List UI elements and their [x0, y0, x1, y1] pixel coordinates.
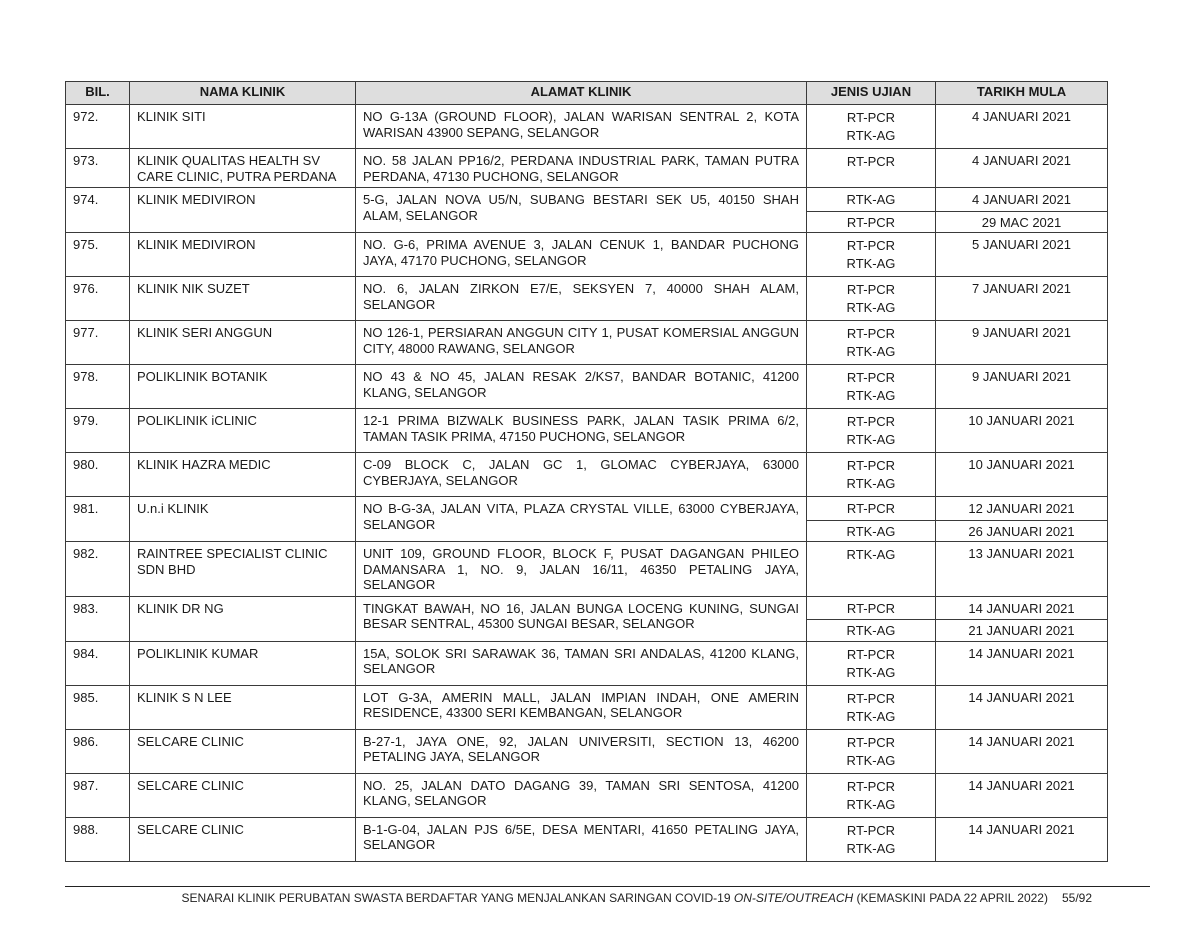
row-jenis-ujian	[807, 321, 936, 365]
footer-text-suffix: (KEMASKINI PADA 22 APRIL 2022)	[853, 891, 1048, 905]
row-bil: 983.	[66, 596, 130, 641]
test-type: RT-PCR	[846, 690, 896, 706]
test-type: RTK-AG	[846, 664, 896, 680]
footer-divider	[65, 886, 1150, 887]
test-type: RT-PCR	[846, 326, 896, 341]
row-nama-klinik: POLIKLINIK BOTANIK	[130, 365, 356, 409]
test-type: RTK-AG	[846, 256, 896, 271]
row-nama-klinik: KLINIK HAZRA MEDIC	[130, 453, 356, 497]
row-alamat-klinik: NO. G-6, PRIMA AVENUE 3, JALAN CENUK 1, BANDAR PUCHONG JAYA, 47170 PUCHONG, SELANGOR	[356, 233, 807, 277]
row-alamat-klinik: NO 43 & NO 45, JALAN RESAK 2/KS7, BANDAR BOTANIC, 41200 KLANG, SELANGOR	[356, 365, 807, 409]
row-jenis-ujian	[807, 277, 936, 321]
row-jenis-ujian	[807, 685, 936, 729]
row-bil: 974.	[66, 188, 130, 233]
row-jenis-ujian: RT-PCR	[807, 497, 936, 521]
row-alamat-klinik: NO 126-1, PERSIARAN ANGGUN CITY 1, PUSAT KOMERSIAL ANGGUN CITY, 48000 RAWANG, SELANGOR	[356, 321, 807, 365]
row-tarikh-mula: 14 JANUARI 2021	[936, 596, 1108, 620]
clinic-table	[65, 81, 1108, 862]
row-bil: 985.	[66, 685, 130, 729]
test-type: RTK-AG	[846, 388, 896, 403]
row-tarikh-mula: 13 JANUARI 2021	[936, 542, 1108, 597]
row-alamat-klinik: NO. 6, JALAN ZIRKON E7/E, SEKSYEN 7, 40000 SHAH ALAM, SELANGOR	[356, 277, 807, 321]
row-alamat-klinik: UNIT 109, GROUND FLOOR, BLOCK F, PUSAT DAGANGAN PHILEO DAMANSARA 1, NO. 9, JALAN 16/11, 46350 PETALING JAYA, SELANGOR	[356, 542, 807, 597]
table-header-row	[66, 82, 1108, 105]
row-jenis-ujian: RTK-AG	[807, 520, 936, 542]
test-type: RT-PCR	[846, 646, 896, 662]
test-type: RT-PCR	[846, 282, 896, 297]
table-row	[66, 497, 1108, 521]
row-alamat-klinik: LOT G-3A, AMERIN MALL, JALAN IMPIAN INDAH, ONE AMERIN RESIDENCE, 43300 SERI KEMBANGAN, SELANGOR	[356, 685, 807, 729]
footer-text-prefix: SENARAI KLINIK PERUBATAN SWASTA BERDAFTAR YANG MENJALANKAN SARINGAN COVID-19	[181, 891, 734, 905]
row-tarikh-mula: 5 JANUARI 2021	[936, 233, 1108, 277]
test-type: RT-PCR	[846, 370, 896, 385]
footer-text-italic: ON-SITE/OUTREACH	[733, 891, 854, 905]
row-nama-klinik: KLINIK S N LEE	[130, 685, 356, 729]
row-nama-klinik: KLINIK MEDIVIRON	[130, 233, 356, 277]
row-bil: 982.	[66, 542, 130, 597]
row-bil: 981.	[66, 497, 130, 542]
row-nama-klinik: U.n.i KLINIK	[130, 497, 356, 542]
test-type: RT-PCR	[846, 458, 896, 473]
test-type: RTK-AG	[846, 300, 896, 315]
table-row	[66, 453, 1108, 497]
row-jenis-ujian	[807, 773, 936, 817]
row-nama-klinik: KLINIK NIK SUZET	[130, 277, 356, 321]
test-type: RT-PCR	[846, 778, 896, 794]
row-nama-klinik: KLINIK SERI ANGGUN	[130, 321, 356, 365]
test-type: RTK-AG	[846, 344, 896, 359]
page-number: 55/92	[1061, 891, 1092, 905]
table-row	[66, 596, 1108, 620]
row-bil: 987.	[66, 773, 130, 817]
row-nama-klinik: RAINTREE SPECIALIST CLINIC SDN BHD	[130, 542, 356, 597]
header-jenis-ujian: JENIS UJIAN	[807, 82, 936, 105]
row-alamat-klinik: NO G-13A (GROUND FLOOR), JALAN WARISAN SENTRAL 2, KOTA WARISAN 43900 SEPANG, SELANGOR	[356, 105, 807, 149]
row-jenis-ujian: RTK-AG	[807, 620, 936, 642]
test-type: RTK-AG	[846, 840, 896, 856]
row-bil: 973.	[66, 149, 130, 188]
test-type: RTK-AG	[846, 432, 896, 447]
row-bil: 988.	[66, 817, 130, 861]
row-tarikh-mula: 29 MAC 2021	[936, 211, 1108, 233]
test-type: RT-PCR	[846, 238, 896, 253]
row-nama-klinik: SELCARE CLINIC	[130, 817, 356, 861]
row-nama-klinik: KLINIK MEDIVIRON	[130, 188, 356, 233]
row-alamat-klinik: C-09 BLOCK C, JALAN GC 1, GLOMAC CYBERJAYA, 63000 CYBERJAYA, SELANGOR	[356, 453, 807, 497]
table-row	[66, 233, 1108, 277]
row-tarikh-mula: 14 JANUARI 2021	[936, 685, 1108, 729]
row-alamat-klinik: TINGKAT BAWAH, NO 16, JALAN BUNGA LOCENG KUNING, SUNGAI BESAR SENTRAL, 45300 SUNGAI BESAR, SELANGOR	[356, 596, 807, 641]
row-tarikh-mula: 9 JANUARI 2021	[936, 365, 1108, 409]
header-alamat-klinik: ALAMAT KLINIK	[356, 82, 807, 105]
row-jenis-ujian	[807, 542, 936, 597]
row-bil: 975.	[66, 233, 130, 277]
table-row	[66, 817, 1108, 861]
row-jenis-ujian	[807, 641, 936, 685]
row-jenis-ujian	[807, 729, 936, 773]
row-alamat-klinik: NO. 25, JALAN DATO DAGANG 39, TAMAN SRI SENTOSA, 41200 KLANG, SELANGOR	[356, 773, 807, 817]
row-jenis-ujian	[807, 453, 936, 497]
test-type: RT-PCR	[846, 154, 896, 169]
row-bil: 979.	[66, 409, 130, 453]
row-tarikh-mula: 21 JANUARI 2021	[936, 620, 1108, 642]
row-alamat-klinik: NO. 58 JALAN PP16/2, PERDANA INDUSTRIAL PARK, TAMAN PUTRA PERDANA, 47130 PUCHONG, SELANGOR	[356, 149, 807, 188]
table-row	[66, 729, 1108, 773]
row-bil: 977.	[66, 321, 130, 365]
row-alamat-klinik: B-27-1, JAYA ONE, 92, JALAN UNIVERSITI, SECTION 13, 46200 PETALING JAYA, SELANGOR	[356, 729, 807, 773]
table-row	[66, 365, 1108, 409]
row-nama-klinik: POLIKLINIK KUMAR	[130, 641, 356, 685]
table-row	[66, 188, 1108, 212]
row-tarikh-mula: 7 JANUARI 2021	[936, 277, 1108, 321]
row-nama-klinik: KLINIK DR NG	[130, 596, 356, 641]
row-bil: 976.	[66, 277, 130, 321]
row-bil: 986.	[66, 729, 130, 773]
table-row	[66, 641, 1108, 685]
row-jenis-ujian: RT-PCR	[807, 211, 936, 233]
row-jenis-ujian: RTK-AG	[807, 188, 936, 212]
row-tarikh-mula: 14 JANUARI 2021	[936, 641, 1108, 685]
row-jenis-ujian	[807, 817, 936, 861]
row-nama-klinik: KLINIK SITI	[130, 105, 356, 149]
test-type: RTK-AG	[846, 752, 896, 768]
table-row	[66, 149, 1108, 188]
test-type: RTK-AG	[846, 476, 896, 491]
row-alamat-klinik: 5-G, JALAN NOVA U5/N, SUBANG BESTARI SEK U5, 40150 SHAH ALAM, SELANGOR	[356, 188, 807, 233]
page-footer	[65, 891, 1092, 905]
row-nama-klinik: SELCARE CLINIC	[130, 729, 356, 773]
test-type: RT-PCR	[846, 734, 896, 750]
table-row	[66, 277, 1108, 321]
table-row	[66, 321, 1108, 365]
row-bil: 984.	[66, 641, 130, 685]
row-tarikh-mula: 14 JANUARI 2021	[936, 817, 1108, 861]
header-bil: BIL.	[66, 82, 130, 105]
test-type: RT-PCR	[846, 822, 896, 838]
row-alamat-klinik: B-1-G-04, JALAN PJS 6/5E, DESA MENTARI, 41650 PETALING JAYA, SELANGOR	[356, 817, 807, 861]
row-tarikh-mula: 12 JANUARI 2021	[936, 497, 1108, 521]
row-jenis-ujian	[807, 149, 936, 188]
row-tarikh-mula: 10 JANUARI 2021	[936, 409, 1108, 453]
test-type: RT-PCR	[846, 414, 896, 429]
table-row	[66, 409, 1108, 453]
table-row	[66, 685, 1108, 729]
row-tarikh-mula: 4 JANUARI 2021	[936, 105, 1108, 149]
header-tarikh-mula: TARIKH MULA	[936, 82, 1108, 105]
row-jenis-ujian	[807, 365, 936, 409]
test-type: RTK-AG	[846, 128, 896, 143]
test-type: RTK-AG	[846, 708, 896, 724]
table-row	[66, 773, 1108, 817]
row-jenis-ujian	[807, 105, 936, 149]
table-body	[66, 105, 1108, 862]
row-jenis-ujian: RT-PCR	[807, 596, 936, 620]
row-nama-klinik: KLINIK QUALITAS HEALTH SV CARE CLINIC, PUTRA PERDANA	[130, 149, 356, 188]
test-type: RTK-AG	[846, 547, 896, 562]
row-alamat-klinik: 12-1 PRIMA BIZWALK BUSINESS PARK, JALAN TASIK PRIMA 6/2, TAMAN TASIK PRIMA, 47150 PUCHONG, SELANGOR	[356, 409, 807, 453]
row-bil: 972.	[66, 105, 130, 149]
row-jenis-ujian	[807, 409, 936, 453]
header-nama-klinik: NAMA KLINIK	[130, 82, 356, 105]
row-tarikh-mula: 10 JANUARI 2021	[936, 453, 1108, 497]
row-jenis-ujian	[807, 233, 936, 277]
row-tarikh-mula: 14 JANUARI 2021	[936, 773, 1108, 817]
table-row	[66, 542, 1108, 597]
row-tarikh-mula: 9 JANUARI 2021	[936, 321, 1108, 365]
row-bil: 978.	[66, 365, 130, 409]
row-nama-klinik: POLIKLINIK iCLINIC	[130, 409, 356, 453]
test-type: RT-PCR	[846, 110, 896, 125]
row-tarikh-mula: 26 JANUARI 2021	[936, 520, 1108, 542]
row-tarikh-mula: 4 JANUARI 2021	[936, 188, 1108, 212]
test-type: RTK-AG	[846, 796, 896, 812]
row-tarikh-mula: 4 JANUARI 2021	[936, 149, 1108, 188]
row-tarikh-mula: 14 JANUARI 2021	[936, 729, 1108, 773]
row-nama-klinik: SELCARE CLINIC	[130, 773, 356, 817]
row-bil: 980.	[66, 453, 130, 497]
row-alamat-klinik: 15A, SOLOK SRI SARAWAK 36, TAMAN SRI ANDALAS, 41200 KLANG, SELANGOR	[356, 641, 807, 685]
row-alamat-klinik: NO B-G-3A, JALAN VITA, PLAZA CRYSTAL VILLE, 63000 CYBERJAYA, SELANGOR	[356, 497, 807, 542]
table-row	[66, 105, 1108, 149]
